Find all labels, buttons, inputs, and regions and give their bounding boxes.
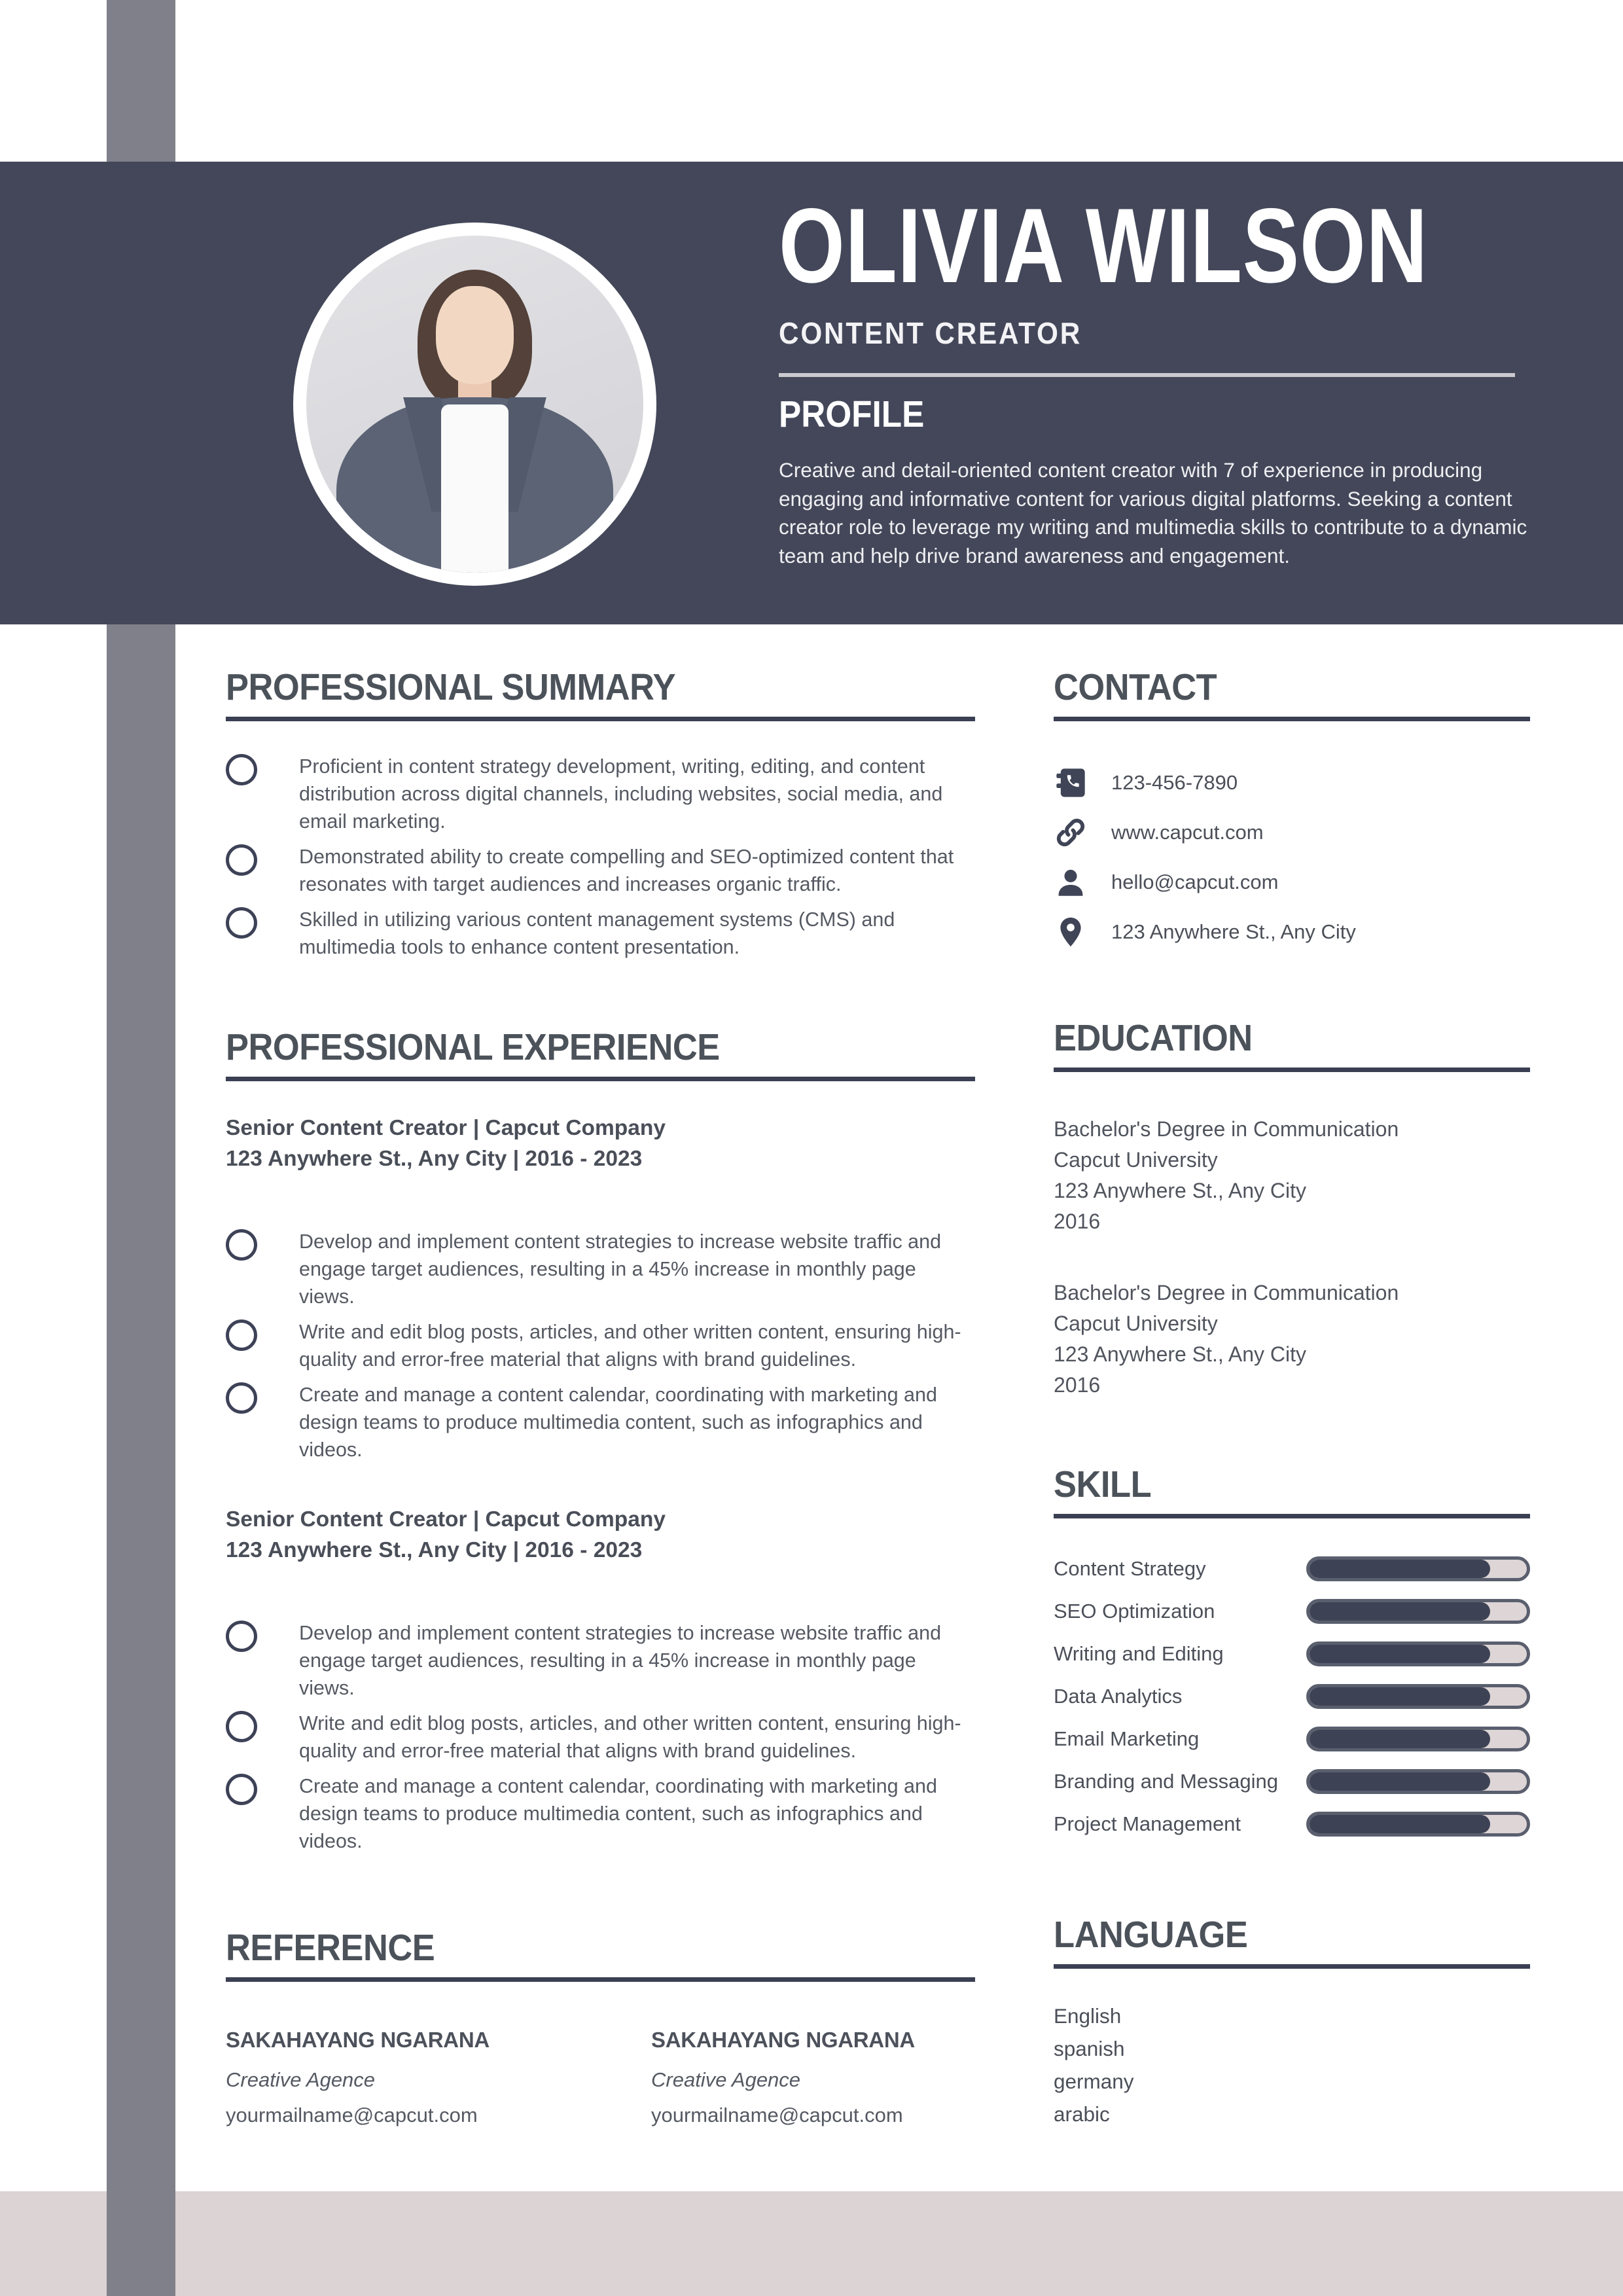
skill-row (1054, 1641, 1530, 1666)
summary-item-text: Proficient in content strategy development, writing, editing, and content distribution across digital channels, including websites, social media, and email marketing. (299, 755, 943, 833)
skill-bar-fill (1310, 1687, 1490, 1706)
contact-row-address (1054, 915, 1530, 949)
bullet-circle-icon (226, 754, 257, 785)
bullet-circle-icon (226, 1774, 257, 1805)
contact-row-email (1054, 865, 1530, 899)
job-meta: 123 Anywhere St., Any City | 2016 - 2023 (226, 1147, 643, 1171)
contact-row-website (1054, 816, 1530, 850)
job-bullet-text: Create and manage a content calendar, coordinating with marketing and design teams to produce multimedia content, such as infographics and videos. (299, 1775, 937, 1852)
reference-email: yourmailname@capcut.com (226, 2104, 478, 2126)
job-bullet-text: Write and edit blog posts, articles, and other written content, ensuring high-quality and error-free material that aligns with brand guidelines. (299, 1712, 961, 1762)
skill-bar-fill (1310, 1602, 1490, 1621)
skill-bar (1306, 1684, 1530, 1709)
job-bullet-text: Develop and implement content strategies to increase website traffic and engage target audiences, resulting in a 45% increase in monthly page views. (299, 1622, 942, 1699)
job-title: Senior Content Creator | Capcut Company (226, 1507, 666, 1532)
summary-list (226, 753, 975, 961)
education-address: 123 Anywhere St., Any City (1054, 1342, 1306, 1366)
avatar-shirt (441, 404, 508, 573)
location-pin-icon (1054, 915, 1088, 949)
reference-company: Creative Agence (651, 2068, 801, 2091)
skill-label: Branding and Messaging (1054, 1770, 1278, 1793)
contact-website: www.capcut.com (1111, 821, 1264, 844)
education-year: 2016 (1054, 1373, 1101, 1397)
education-entry (1054, 1278, 1530, 1401)
skill-row (1054, 1684, 1530, 1709)
reference-section (226, 1929, 975, 2127)
summary-item (226, 753, 975, 835)
language-item: English (1054, 2004, 1122, 2028)
experience-section (226, 1026, 975, 1855)
skill-bar-fill (1310, 1560, 1490, 1578)
contact-phone: 123-456-7890 (1111, 771, 1238, 794)
skill-row (1054, 1769, 1530, 1794)
skill-label: Content Strategy (1054, 1557, 1206, 1580)
job-entry (226, 1504, 975, 1855)
skill-label: Email Marketing (1054, 1727, 1200, 1750)
contact-title: CONTACT (1054, 666, 1217, 708)
reference-entry (226, 2028, 651, 2127)
education-school: Capcut University (1054, 1312, 1218, 1335)
education-rule (1054, 1067, 1530, 1072)
header-text-block (779, 0, 1538, 624)
job-bullet-text: Develop and implement content strategies to increase website traffic and engage target audiences, resulting in a 45% increase in monthly page views. (299, 1230, 942, 1308)
contact-section (1054, 666, 1530, 949)
role-divider (779, 373, 1515, 377)
skill-bar-fill (1310, 1815, 1490, 1833)
experience-rule (226, 1077, 975, 1081)
skill-row (1054, 1599, 1530, 1624)
education-year: 2016 (1054, 1210, 1101, 1233)
contact-address: 123 Anywhere St., Any City (1111, 920, 1356, 943)
profile-photo (306, 236, 643, 573)
skill-bar (1306, 1599, 1530, 1624)
reference-title: REFERENCE (226, 1927, 435, 1969)
avatar-face (436, 286, 513, 384)
job-bullet-text: Create and manage a content calendar, coordinating with marketing and design teams to produce multimedia content, such as infographics and videos. (299, 1384, 937, 1461)
reference-name: SAKAHAYANG NGARANA (226, 2028, 490, 2052)
profile-title: PROFILE (779, 393, 925, 435)
name-title: OLIVIA WILSON (779, 187, 1428, 305)
contact-row-phone (1054, 766, 1530, 800)
reference-company: Creative Agence (226, 2068, 376, 2091)
education-school: Capcut University (1054, 1148, 1218, 1172)
summary-item (226, 906, 975, 961)
job-bullet (226, 1228, 975, 1310)
language-title: LANGUAGE (1054, 1914, 1248, 1956)
bullet-circle-icon (226, 1621, 257, 1652)
skill-row (1054, 1556, 1530, 1581)
skill-label: SEO Optimization (1054, 1600, 1215, 1623)
bullet-circle-icon (226, 1711, 257, 1742)
reference-name: SAKAHAYANG NGARANA (651, 2028, 915, 2052)
skill-bar (1306, 1556, 1530, 1581)
skill-list (1054, 1556, 1530, 1837)
job-entry (226, 1113, 975, 1463)
skill-label: Data Analytics (1054, 1685, 1183, 1708)
job-bullet (226, 1318, 975, 1373)
language-item: arabic (1054, 2102, 1110, 2126)
bullet-circle-icon (226, 844, 257, 876)
role-subtitle: CONTENT CREATOR (779, 316, 1082, 350)
language-item: germany (1054, 2070, 1134, 2093)
skill-title: SKILL (1054, 1463, 1152, 1505)
education-address: 123 Anywhere St., Any City (1054, 1179, 1306, 1202)
education-section (1054, 1017, 1530, 1401)
summary-section (226, 666, 975, 961)
job-bullet-list (226, 1619, 975, 1855)
language-rule (1054, 1964, 1530, 1969)
skill-rule (1054, 1514, 1530, 1518)
skill-bar (1306, 1727, 1530, 1751)
summary-item (226, 843, 975, 898)
experience-title: PROFESSIONAL EXPERIENCE (226, 1026, 720, 1068)
reference-entry (651, 2028, 975, 2127)
summary-rule (226, 717, 975, 721)
summary-item-text: Demonstrated ability to create compelling and SEO-optimized content that resonates with target audiences and increases organic traffic. (299, 846, 954, 895)
skill-bar (1306, 1812, 1530, 1837)
job-heading (226, 1504, 975, 1566)
language-list (1054, 2000, 1530, 2130)
job-bullet (226, 1619, 975, 1702)
education-degree: Bachelor's Degree in Communication (1054, 1117, 1399, 1141)
job-bullet-text: Write and edit blog posts, articles, and other written content, ensuring high-quality and error-free material that aligns with brand guidelines. (299, 1321, 961, 1371)
bullet-circle-icon (226, 1382, 257, 1414)
education-title: EDUCATION (1054, 1017, 1253, 1059)
person-icon (1054, 865, 1088, 899)
contact-list (1054, 766, 1530, 949)
bullet-circle-icon (226, 907, 257, 939)
profile-text: Creative and detail-oriented content creator with 7 of experience in producing engaging and informative content for various digital platforms. Seeking a content creator role to leverage my writing and multimedia skills to contribute to a dynamic team and help drive brand awareness and engagement. (779, 458, 1527, 567)
summary-item-text: Skilled in utilizing various content management systems (CMS) and multimedia tools to enhance content presentation. (299, 908, 895, 958)
skill-bar-fill (1310, 1645, 1490, 1663)
job-bullet (226, 1710, 975, 1765)
skill-bar-fill (1310, 1730, 1490, 1748)
job-meta: 123 Anywhere St., Any City | 2016 - 2023 (226, 1538, 643, 1562)
contact-email: hello@capcut.com (1111, 870, 1279, 893)
skill-label: Writing and Editing (1054, 1642, 1224, 1665)
skill-bar (1306, 1769, 1530, 1794)
skill-bar (1306, 1641, 1530, 1666)
skill-row (1054, 1812, 1530, 1837)
skill-section (1054, 1463, 1530, 1837)
bullet-circle-icon (226, 1229, 257, 1261)
education-entry (1054, 1114, 1530, 1237)
phone-book-icon (1054, 766, 1088, 800)
job-bullet (226, 1381, 975, 1463)
language-item: spanish (1054, 2037, 1125, 2060)
link-icon (1054, 816, 1088, 850)
footer-band (0, 2191, 1623, 2296)
profile-photo-ring (293, 223, 656, 586)
language-section (1054, 1916, 1530, 2130)
skill-bar-fill (1310, 1772, 1490, 1791)
bullet-circle-icon (226, 1319, 257, 1351)
summary-title: PROFESSIONAL SUMMARY (226, 666, 676, 708)
skill-label: Project Management (1054, 1812, 1241, 1835)
job-bullet (226, 1772, 975, 1855)
education-degree: Bachelor's Degree in Communication (1054, 1281, 1399, 1304)
job-heading (226, 1113, 975, 1174)
job-title: Senior Content Creator | Capcut Company (226, 1116, 666, 1140)
job-bullet-list (226, 1228, 975, 1463)
reference-grid (226, 2028, 975, 2127)
skill-row (1054, 1727, 1530, 1751)
reference-email: yourmailname@capcut.com (651, 2104, 903, 2126)
reference-rule (226, 1977, 975, 1982)
contact-rule (1054, 717, 1530, 721)
